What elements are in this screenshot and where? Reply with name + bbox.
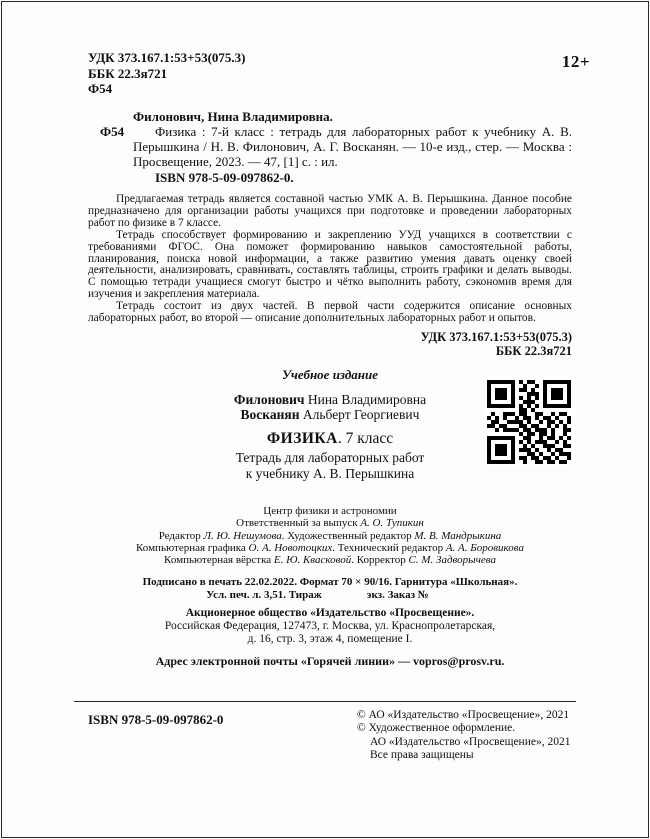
print-line-1: Подписано в печать 22.02.2022. Формат 70 × 90/16. Гарнитура «Школьная».	[142, 576, 518, 589]
author1-name: Нина Владимировна	[304, 391, 427, 407]
footer-divider	[74, 701, 576, 702]
corrector-name: С. М. Задворычева	[408, 554, 496, 567]
bib-isbn: ISBN 978-5-09-097862-0.	[155, 169, 294, 185]
udk-code: УДК 373.167.1:53+53(075.3)	[88, 50, 246, 65]
resp-name: А. О. Тупикин	[360, 517, 424, 530]
editor-name: Л. Ю. Нешумова	[203, 529, 282, 542]
graphics-name: О. А. Новотоцких	[248, 541, 333, 554]
layout-name: Е. Ю. Квасковой	[273, 554, 352, 567]
editorial-staff	[88, 505, 572, 566]
staff-resp-line	[88, 517, 572, 529]
hotline-email: Адрес электронной почты «Горячей линии» — vopros@prosv.ru.	[155, 653, 505, 668]
footer-isbn: ISBN 978-5-09-097862-0	[88, 712, 224, 727]
copyright-line-1: © АО «Издательство «Просвещение», 2021	[357, 709, 570, 721]
author2-name: Альберт Георгиевич	[299, 407, 420, 423]
udk-code-right: УДК 373.167.1:53+53(075.3)	[420, 329, 572, 344]
address-line-1: Российская Федерация, 127473, г. Москва, ул. Краснопролетарская,	[164, 620, 496, 633]
edition-type-label: Учебное издание	[282, 366, 378, 382]
graphics-label: Компьютерная графика	[136, 541, 249, 554]
print-run-label: Усл. печ. л. 3,51. Тираж	[206, 589, 322, 602]
bib-description: Физика : 7-й класс : тетрадь для лабораторных работ к учебнику А. В. Перышкина / Н. В. Филонович, А. Г. Восканян. — 10-е изд., стер. — Москва : Просвещение, 2023. — 47, [1] с. : ил.	[133, 123, 572, 170]
address-line-2: д. 16, стр. 3, этаж 4, помещение I.	[247, 633, 413, 646]
bbk-code: ББК 22.3я721	[88, 65, 168, 81]
corrector-label: . Корректор	[351, 554, 409, 567]
staff-graphics-line	[88, 542, 572, 554]
classification-codes-right	[88, 330, 572, 358]
tech-editor-label: . Технический редактор	[332, 541, 446, 554]
author1-surname: Филонович	[233, 391, 305, 407]
bib-author-sign: Ф54	[100, 123, 125, 139]
staff-editors-line	[88, 530, 572, 542]
qr-code-grid	[485, 378, 573, 466]
publisher-name: Акционерное общество «Издательство «Просвещение».	[185, 607, 475, 620]
tech-editor-name: А. А. Боровикова	[445, 541, 524, 554]
staff-layout-line	[88, 554, 572, 566]
bib-author-heading: Филонович, Нина Владимировна.	[133, 108, 333, 124]
author2-surname: Восканян	[240, 407, 300, 423]
annotation-paragraph-2: Тетрадь способствует формированию и закреплению УУД учащихся в соответствии с требованиями ФГОС. Она поможет формированию навыков самостоятельной работы, планирования, поиска новой информации, а также развитию умения давать оценку своей деятельности, анализировать, сравнивать, составлять таблицы, строить графики и делать выводы. С помощью тетради учащиеся смогут быстро и чётко выполнить работу, сэкономив время для изучения и закрепления материала.	[88, 228, 572, 301]
qr-code	[484, 377, 574, 467]
book-title-grade: . 7 класс	[337, 429, 394, 447]
art-editor-name: М. В. Мандрыкина	[414, 529, 502, 542]
annotation-paragraph-1: Предлагаемая тетрадь является составной частью УМК А. В. Перышкина. Данное пособие предназначено для организации работы учащихся при подготовке и проведении лабораторных работ по физике в 7 классе.	[88, 192, 572, 229]
copyright-line-3: АО «Издательство «Просвещение», 2021	[370, 735, 571, 748]
classification-codes	[88, 50, 572, 97]
age-rating-badge: 12+	[561, 52, 590, 71]
print-line-2	[88, 589, 572, 602]
annotation	[88, 194, 572, 325]
layout-label: Компьютерная вёрстка	[164, 554, 274, 567]
copyright-block	[357, 709, 570, 763]
editor-label: Редактор	[158, 529, 204, 542]
bibliographic-record	[100, 108, 572, 185]
book-title-main: ФИЗИКА	[266, 429, 338, 447]
bbk-code-right: ББК 22.3я721	[495, 343, 572, 358]
copyright-line-4: Все права защищены	[370, 749, 474, 762]
publisher-address	[88, 607, 572, 645]
subtitle-line-2: к учебнику А. В. Перышкина	[245, 466, 415, 482]
annotation-paragraph-3: Тетрадь состоит из двух частей. В первой части содержится описание основных лабораторных работ, во второй — описание дополнительных лабораторных работ и опытов.	[88, 300, 572, 325]
print-details	[88, 576, 572, 602]
copyright-line-2: © Художественное оформление.	[357, 722, 516, 735]
resp-label: Ответственный за выпуск	[236, 517, 361, 530]
author-sign-code: Ф54	[88, 81, 113, 96]
order-label: экз. Заказ №	[366, 589, 429, 602]
page-content	[88, 50, 572, 669]
staff-center-line: Центр физики и астрономии	[263, 504, 397, 517]
art-editor-label: . Художественный редактор	[281, 529, 415, 542]
subtitle-line-1: Тетрадь для лабораторных работ	[235, 449, 425, 465]
